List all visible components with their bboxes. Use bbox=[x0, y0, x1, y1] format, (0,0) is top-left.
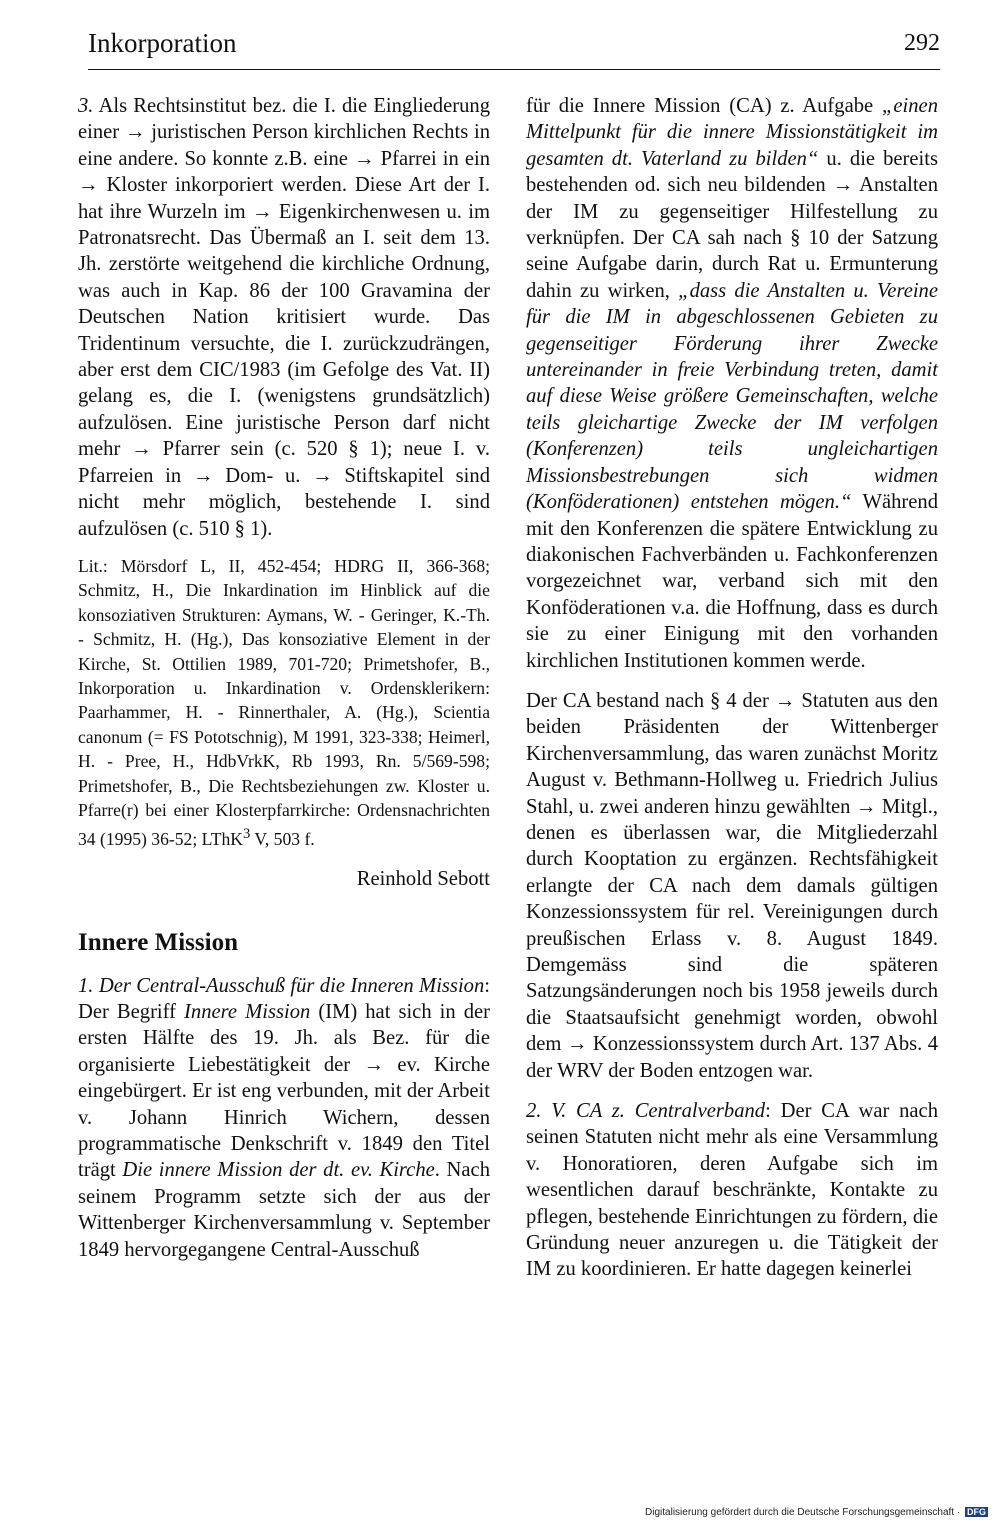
literature-text-end: V, 503 f. bbox=[250, 829, 315, 850]
left-column bbox=[78, 93, 490, 1263]
paragraph-text: : Der Begriff bbox=[78, 974, 490, 1024]
entry-title: Innere Mission bbox=[78, 928, 238, 956]
literature-list bbox=[78, 554, 490, 852]
paragraph-text: . Nach seinem Programm setzte sich der aus der Wittenberger Kirchenversammlung v. September 1849 hervorgegangene Central-Ausschuß bbox=[78, 1159, 490, 1261]
quotation: „einen Mittelpunkt für die innere Missionstätigkeit im gesamten dt. Vaterland zu bilden“ bbox=[526, 95, 938, 170]
paragraph-rechtsinstitut bbox=[78, 93, 490, 542]
footer-text: Digitalisierung gefördert durch die Deutsche Forschungsgemeinschaft · bbox=[645, 1507, 961, 1518]
page-header bbox=[88, 26, 940, 70]
subsection-heading: 2. V. CA z. Centralverband bbox=[526, 1100, 766, 1123]
dfg-logo: DFG bbox=[967, 1507, 986, 1517]
term-innere-mission: Innere Mission bbox=[184, 1001, 311, 1024]
paragraph-aufgabe bbox=[526, 93, 938, 674]
paragraph-text: : Der CA war nach seinen Statuten nicht mehr als eine Versammlung v. Honoratioren, deren Aufgabe sich im wesentlichen darauf beschränkte, Kontakte zu pflegen, bestehende Einrichtungen zu fördern, die Gründung neuer anzuregen u. die Tätigkeit der IM zu koordinieren. Er hatte dagegen keinerlei bbox=[526, 1100, 938, 1281]
paragraph-text: für die Innere Mission (CA) z. Aufgabe bbox=[526, 95, 882, 117]
paragraph-centralverband bbox=[526, 1098, 938, 1283]
running-head: Inkorporation bbox=[88, 28, 237, 58]
author-signature: Reinhold Sebott bbox=[356, 867, 490, 890]
paragraph-text: (IM) hat sich in der ersten Hälfte des 19. Jh. als Bez. für die organisierte Liebestätigkeit der → ev. Kirche eingebürgert. Er ist eng verbunden, mit der Arbeit v. Johann Hinrich Wichern, dessen programmatische Denkschrift v. 1849 den Titel trägt bbox=[78, 1001, 491, 1182]
paragraph-central-ausschuss bbox=[78, 973, 490, 1263]
paragraph-text: u. die bereits bestehenden od. sich neu bildenden → Anstalten der IM zu gegenseitiger Hilfestellung zu verknüpfen. Der CA sah nach § 10 der Satzung seine Aufgabe darin, durch Rat u. Ermunterung dahin zu wirken, bbox=[526, 147, 938, 302]
quotation: „dass die Anstalten u. Vereine für die IM in abgeschlossenen Gebieten zu gegenseitiger Förderung ihrer Zwecke untereinander in freie Verbindung treten, damit auf diese Weise größere Gemeinschaften, welche teils gleichartige Zwecke der IM verfolgen (Konferenzen) teils ungleichartigen Missionsbestrebungen sich widmen (Konföderationen) entstehen mögen.“ bbox=[526, 279, 938, 514]
section-number: 3. bbox=[78, 95, 94, 117]
page-number: 292 bbox=[904, 30, 940, 56]
book-title: Die innere Mission der dt. ev. Kirche bbox=[122, 1159, 435, 1182]
literature-text: Lit.: Mörsdorf L, II, 452-454; HDRG II, 366-368; Schmitz, H., Die Inkardination im Hinblick auf die konsoziativen Strukturen: Aymans, W. - Geringer, K.-Th. - Schmitz, H. (Hg.), Das konsoziative Element in der Kirche, St. Ottilien 1989, 701-720; Primetshofer, B., Inkorporation u. Inkardination v. Ordensklerikern: Paarhammer, H. - Rinnerthaler, A. (Hg.), Scientia canonum (= FS Pototschnig), M 1991, 323-338; Heimerl, H. - Pree, H., HdbVrkK, Rb 1993, Rn. 5/569-598; Primetshofer, B., Die Rechtsbeziehungen zw. Kloster u. Pfarre(r) bei einer Klosterpfarrkirche: Ordensnachrichten 34 (1995) 36-52; LThK bbox=[78, 555, 490, 850]
paragraph-statuten: Der CA bestand nach § 4 der → Statuten aus den beiden Präsidenten der Wittenberger Kirchenversammlung, das waren zunächst Moritz August v. Bethmann-Hollweg u. Friedrich Julius Stahl, u. zwei anderen hinzu gewählten → Mitgl., denen es überlassen war, die Mitgliederzahl durch Kooptation zu ergänzen. Rechtsfähigkeit erlangte der CA nach dem damals gültigen Konzessionssystem für rel. Vereinigungen durch preußischen Erlass v. 8. August 1849. Demgemäss sind die späteren Satzungsänderungen noch bis 1958 jeweils durch die Staatsaufsicht genehmigt worden, obwohl dem → Konzessionssystem durch Art. 137 Abs. 4 der WRV der Boden entzogen war. bbox=[526, 689, 938, 1082]
subsection-heading: 1. Der Central-Ausschuß für die Inneren Mission bbox=[78, 974, 485, 997]
edition-superscript: 3 bbox=[243, 826, 251, 843]
header-rule bbox=[88, 69, 940, 71]
paragraph-text: Als Rechtsinstitut bez. die I. die Eingliederung einer → juristischen Person kirchlichen Rechts in eine andere. So konnte z.B. eine → Pfarrei in ein → Kloster inkorporiert werden. Diese Art der I. hat ihre Wurzeln im → Eigenkirchenwesen u. im Patronatsrecht. Das Übermaß an I. seit dem 13. Jh. zerstörte weitgehend die kirchliche Ordnung, was auch in Kap. 86 der 100 Gravamina der Deutschen Nation kritisiert wurde. Das Tridentinum versuchte, die I. zurückzudrängen, aber erst dem CIC/1983 (im Gefolge des Vat. II) gelang es, die I. (wenigstens grundsätzlich) aufzulösen. Eine juristische Person darf nicht mehr → Pfarrer sein (c. 520 § 1); neue I. v. Pfarreien in → Dom- u. → Stiftskapitel sind nicht mehr möglich, bestehende I. sind aufzulösen (c. 510 § 1). bbox=[78, 95, 490, 540]
footer-credit bbox=[645, 1507, 988, 1518]
paragraph-text: Während mit den Konferenzen die spätere Entwicklung zu diakonischen Fachverbänden u. Fachkonferenzen vorgezeichnet war, verband sich mit den Konföderationen v.a. die Hoffnung, dass es durch sie zu einer Einigung mit den vorhanden kirchlichen Institutionen kommen werde. bbox=[526, 491, 938, 672]
right-column bbox=[526, 93, 938, 1283]
